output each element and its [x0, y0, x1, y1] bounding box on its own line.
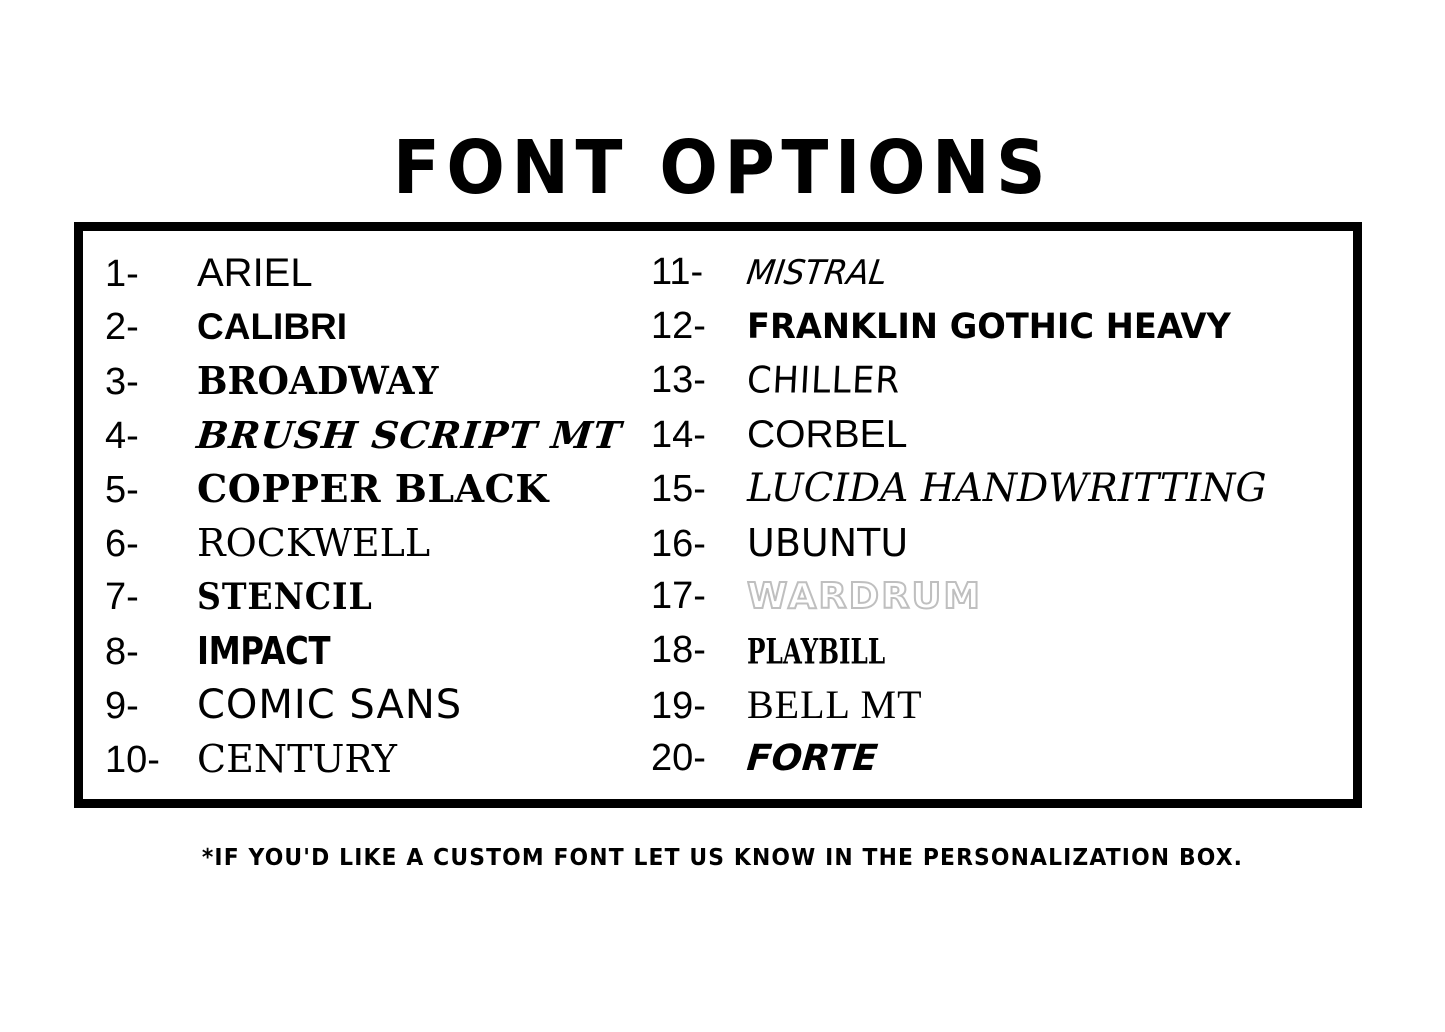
font-sample-century: CENTURY	[197, 737, 397, 781]
list-item[interactable]	[651, 682, 1353, 739]
list-item[interactable]	[651, 415, 1353, 469]
font-sample-calibri: CALIBRI	[197, 306, 348, 347]
list-item-number: 7-	[105, 576, 139, 618]
list-item[interactable]	[105, 307, 643, 361]
list-item[interactable]	[105, 358, 643, 415]
font-sample-stencil: STENCIL	[197, 576, 373, 618]
list-item-number: 2-	[105, 306, 139, 348]
list-item-number: 1-	[105, 253, 139, 295]
font-sample-mistral: MISTRAL	[744, 253, 890, 293]
font-column-left	[83, 253, 643, 799]
list-item[interactable]	[651, 577, 1353, 631]
list-item-number: 17-	[651, 575, 706, 617]
font-sample-ariel: ARIEL	[197, 251, 313, 295]
font-columns	[83, 231, 1353, 799]
list-item[interactable]	[651, 739, 1353, 793]
list-item-number: 11-	[651, 251, 704, 293]
list-item-number: 13-	[651, 359, 706, 401]
font-sample-playbill: PLAYBILL	[747, 632, 886, 673]
list-item[interactable]	[105, 523, 643, 577]
list-item-number: 6-	[105, 523, 139, 565]
list-item-number: 20-	[651, 737, 706, 779]
list-item[interactable]	[105, 682, 643, 739]
list-item-number: 4-	[105, 415, 139, 457]
list-item[interactable]	[105, 739, 643, 793]
list-item-number: 5-	[105, 469, 139, 511]
page-title: FONT OPTIONS	[392, 125, 1053, 211]
font-sample-forte: FORTE	[745, 738, 880, 779]
list-item[interactable]	[105, 253, 643, 307]
list-item-number: 8-	[105, 631, 139, 673]
list-item-number: 9-	[105, 685, 139, 727]
list-item-number: 18-	[651, 629, 706, 671]
list-item-number: 15-	[651, 468, 706, 510]
list-item[interactable]	[651, 361, 1353, 415]
list-item-number: 3-	[105, 361, 139, 403]
list-item-number: 12-	[651, 305, 706, 347]
font-sample-comic-sans: COMIC SANS	[197, 682, 463, 728]
font-sample-rockwell: ROCKWELL	[197, 521, 431, 565]
list-item[interactable]	[105, 466, 643, 523]
list-item[interactable]	[651, 631, 1353, 685]
font-sample-wardrum: WARDRUM	[747, 576, 982, 617]
list-item-number: 10-	[105, 739, 160, 781]
font-sample-franklin-gothic-heavy: FRANKLIN GOTHIC HEAVY	[747, 307, 1231, 347]
font-sample-impact: IMPACT	[197, 629, 331, 673]
list-item-number: 16-	[651, 523, 706, 565]
font-sample-corbel: CORBEL	[747, 413, 908, 456]
font-column-right	[643, 253, 1353, 799]
list-item[interactable]	[651, 466, 1353, 523]
font-sample-copper-black: COPPER BLACK	[197, 466, 549, 511]
footnote-text: *IF YOU'D LIKE A CUSTOM FONT LET US KNOW IN THE PERSONALIZATION BOX.	[201, 845, 1244, 871]
font-sample-broadway: BROADWAY	[197, 358, 439, 403]
font-list-panel	[74, 222, 1362, 808]
list-item-number: 14-	[651, 414, 706, 456]
font-sample-chiller: CHILLER	[745, 360, 902, 402]
font-sample-brush-script-mt: BRUSH SCRIPT MT	[194, 413, 625, 457]
font-sample-lucida-handwritting: LUCIDA HANDWRITTING	[747, 466, 1267, 511]
list-item-number: 19-	[651, 685, 706, 727]
list-item[interactable]	[105, 415, 643, 469]
list-item[interactable]	[105, 577, 643, 631]
list-item[interactable]	[651, 307, 1353, 361]
list-item[interactable]	[651, 523, 1353, 577]
list-item[interactable]	[105, 631, 643, 685]
font-sample-ubuntu: UBUNTU	[747, 521, 909, 565]
font-sample-bell-mt: BELL MT	[747, 682, 923, 727]
list-item[interactable]	[651, 253, 1353, 307]
